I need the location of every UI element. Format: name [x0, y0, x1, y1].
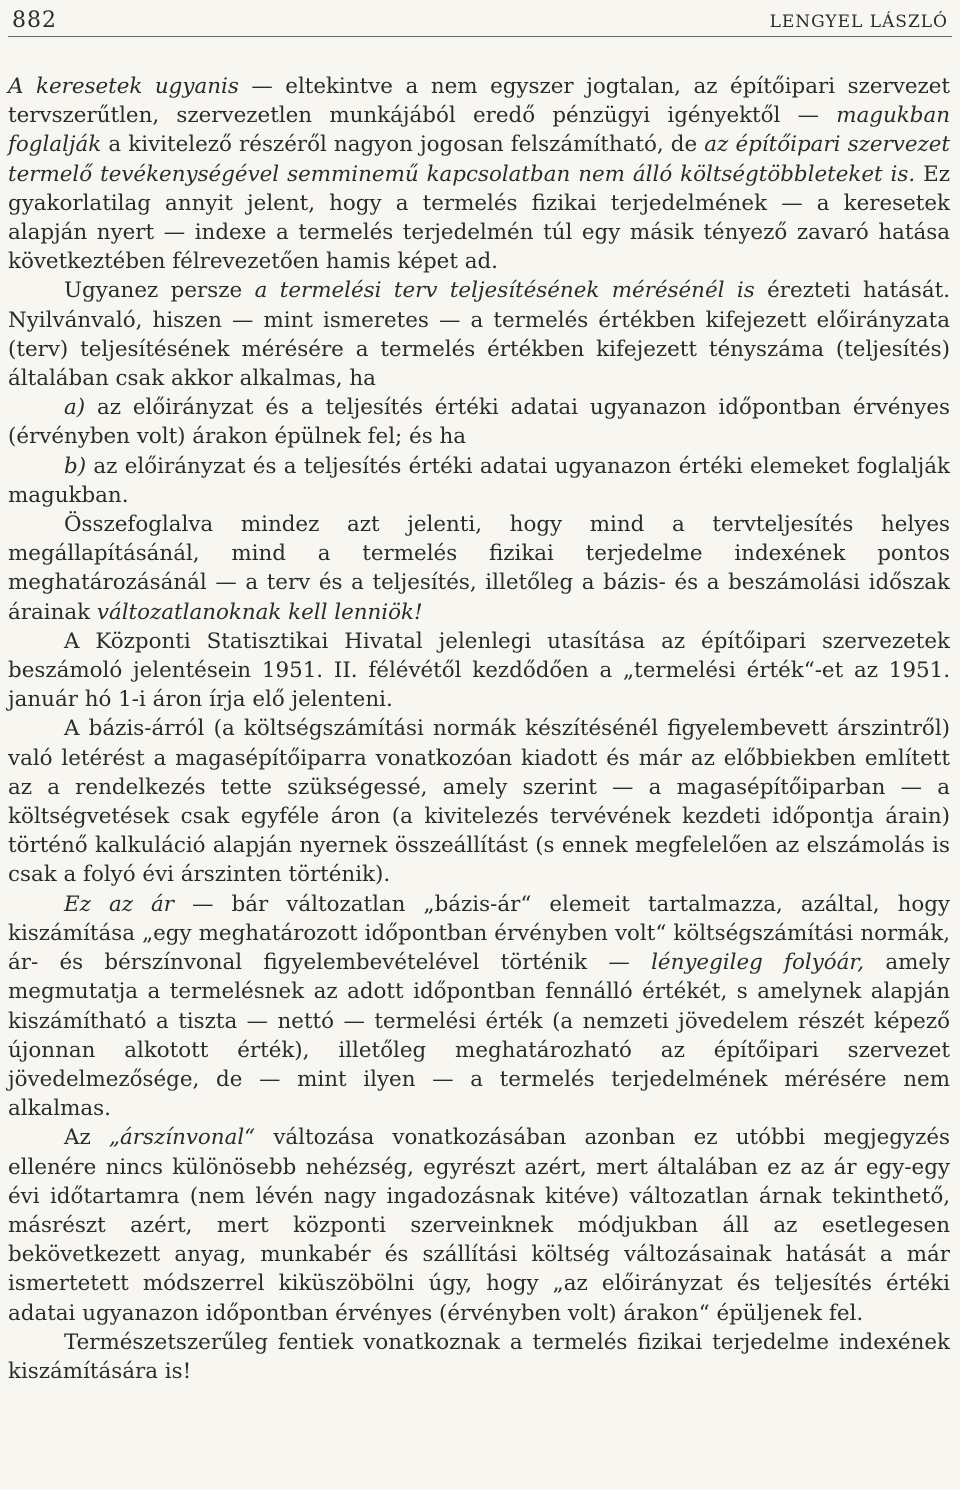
paragraph — [8, 627, 950, 715]
text-run: A Központi Statisztikai Hivatal jelenlegi utasítása az építőipari szervezetek beszámoló jelentésein 1951. II. félévétől kezdődően a „termelési érték“-et az 1951. január hó 1-i áron írja elő jelenteni. — [8, 628, 950, 713]
text-run: — bár változatlan „bázis-ár“ elemeit tartalmazza, azáltal, hogy kiszámítása „egy meghatározott időpontban érvényben volt“ költségszámítási normák, ár- és bérszínvonal figyelembevételével történik — — [8, 891, 951, 976]
paragraph — [8, 510, 950, 627]
text-run: az előirányzat és a teljesítés értéki adatai ugyanazon értéki elemeket foglalják magukban. — [8, 453, 950, 508]
italic-run: „árszínvonal“ — [108, 1125, 256, 1151]
italic-run: a termelési terv teljesítésének mérésénél is — [254, 278, 755, 304]
text-run: érezteti hatását. Nyilvánvaló, hiszen — mint ismeretes — a termelés értékben kifejezett előirányzata (terv) teljesítésének mérésére a termelés értékben kifejezett tényszáma (teljesítés) általában csak akkor alkalmas, ha — [8, 278, 951, 392]
text-run: Összefoglalva mindez azt jelenti, hogy mind a tervteljesítés helyes megállapításánál, mind a termelés fizikai terjedelme indexének pontos meghatározásánál — a terv és a teljesítés, illetőleg a bázis- és a beszámolási időszak árainak — [8, 512, 950, 625]
page-header — [8, 4, 952, 37]
italic-run: az építőipari szervezet termelő tevékenységével semminemű kapcsolatban nem álló költségtöbbleteket is. — [8, 132, 951, 187]
italic-run: A keresetek ugyanis — [8, 74, 239, 99]
text-run: Ez gyakorlatilag annyit jelent, hogy a termelés fizikai terjedelmének — a keresetek alapján nyert — indexe a termelés terjedelmén túl egy másik tényező zavaró hatása következtében félrevezetően hamis képet ad. — [8, 161, 950, 275]
paragraph — [8, 72, 950, 276]
text-run: — eltekintve a nem egyszer jogtalan, az építőipari szervezet tervszerűtlen, szervezetlen munkájából eredő pénzügyi igényektől — — [8, 74, 951, 129]
italic-run: a) — [64, 395, 86, 421]
paragraph — [8, 276, 950, 393]
text-run: Természetszerűleg fentiek vonatkoznak a termelés fizikai terjedelme indexének kiszámítására is! — [8, 1329, 950, 1384]
paragraph — [8, 452, 950, 510]
page-number: 882 — [12, 8, 57, 33]
paragraph — [8, 1328, 950, 1386]
text-run: változása vonatkozásában azonban ez utóbbi megjegyzés ellenére nincs különösebb nehézség, egyrészt azért, mert általában ez az ár egy-egy évi időtartamra (nem lévén nagy ingadozásnak kitéve) változatlan árnak tekinthető, másrészt azért, mert központi szerveinknek módjukban áll az esetlegesen bekövetkezett anyag, munkabér és szállítási költség változásainak hatását a már ismertetett módszerrel kiküszöbölni úgy, hogy „az előirányzat és teljesítés értéki adatai ugyanazon időpontban érvényes (érvényben volt) árakon“ épüljenek fel. — [8, 1125, 950, 1326]
text-run: amely megmutatja a termelésnek az adott időpontban fennálló értékét, s amelynek alapján kiszámítható a tiszta — nettó — termelési érték (a nemzeti jövedelem részét képező újonnan alkotott érték), illetőleg meghatározható az építőipari szervezet jövedelmezősége, de — mint ilyen — a termelés terjedelmének mérésére nem alkalmas. — [8, 950, 950, 1122]
body-text — [8, 72, 950, 1386]
text-run: az előirányzat és a teljesítés értéki adatai ugyanazon időpontban érvényes (érvényben volt) árakon épülnek fel; és ha — [8, 395, 950, 450]
paragraph — [8, 714, 950, 889]
text-run: Az — [64, 1125, 109, 1151]
italic-run: b) — [64, 453, 87, 479]
text-run: Ugyanez persze — [64, 278, 255, 304]
text-run: A bázis-árról (a költségszámítási normák készítésénél figyelembevett árszintről) való letérést a magasépítőiparra vonatkozóan kiadott és már az előbbiekben említett az a rendelkezés tette szükségessé, amely szerint — a magasépítőiparban — a költségvetések csak egyféle áron (a kivitelezés tervévének kezdeti időpontja árain) történő kalkuláció alapján nyernek összeállítást (s ennek megfelelően az elszámolás is csak a folyó évi árszinten történik). — [8, 716, 950, 888]
italic-run: Ez az ár — [64, 891, 175, 917]
italic-run: magukban foglalják — [8, 103, 950, 158]
paragraph — [8, 1123, 950, 1327]
italic-run: változatlanoknak kell lenniök! — [96, 599, 423, 625]
paragraph — [8, 393, 950, 451]
text-run: a kivitelező részéről nagyon jogosan felszámítható, de — [101, 132, 705, 158]
paragraph — [8, 890, 950, 1124]
italic-run: lényegileg folyóár, — [651, 950, 865, 976]
running-head: LENGYEL LÁSZLÓ — [769, 12, 948, 32]
